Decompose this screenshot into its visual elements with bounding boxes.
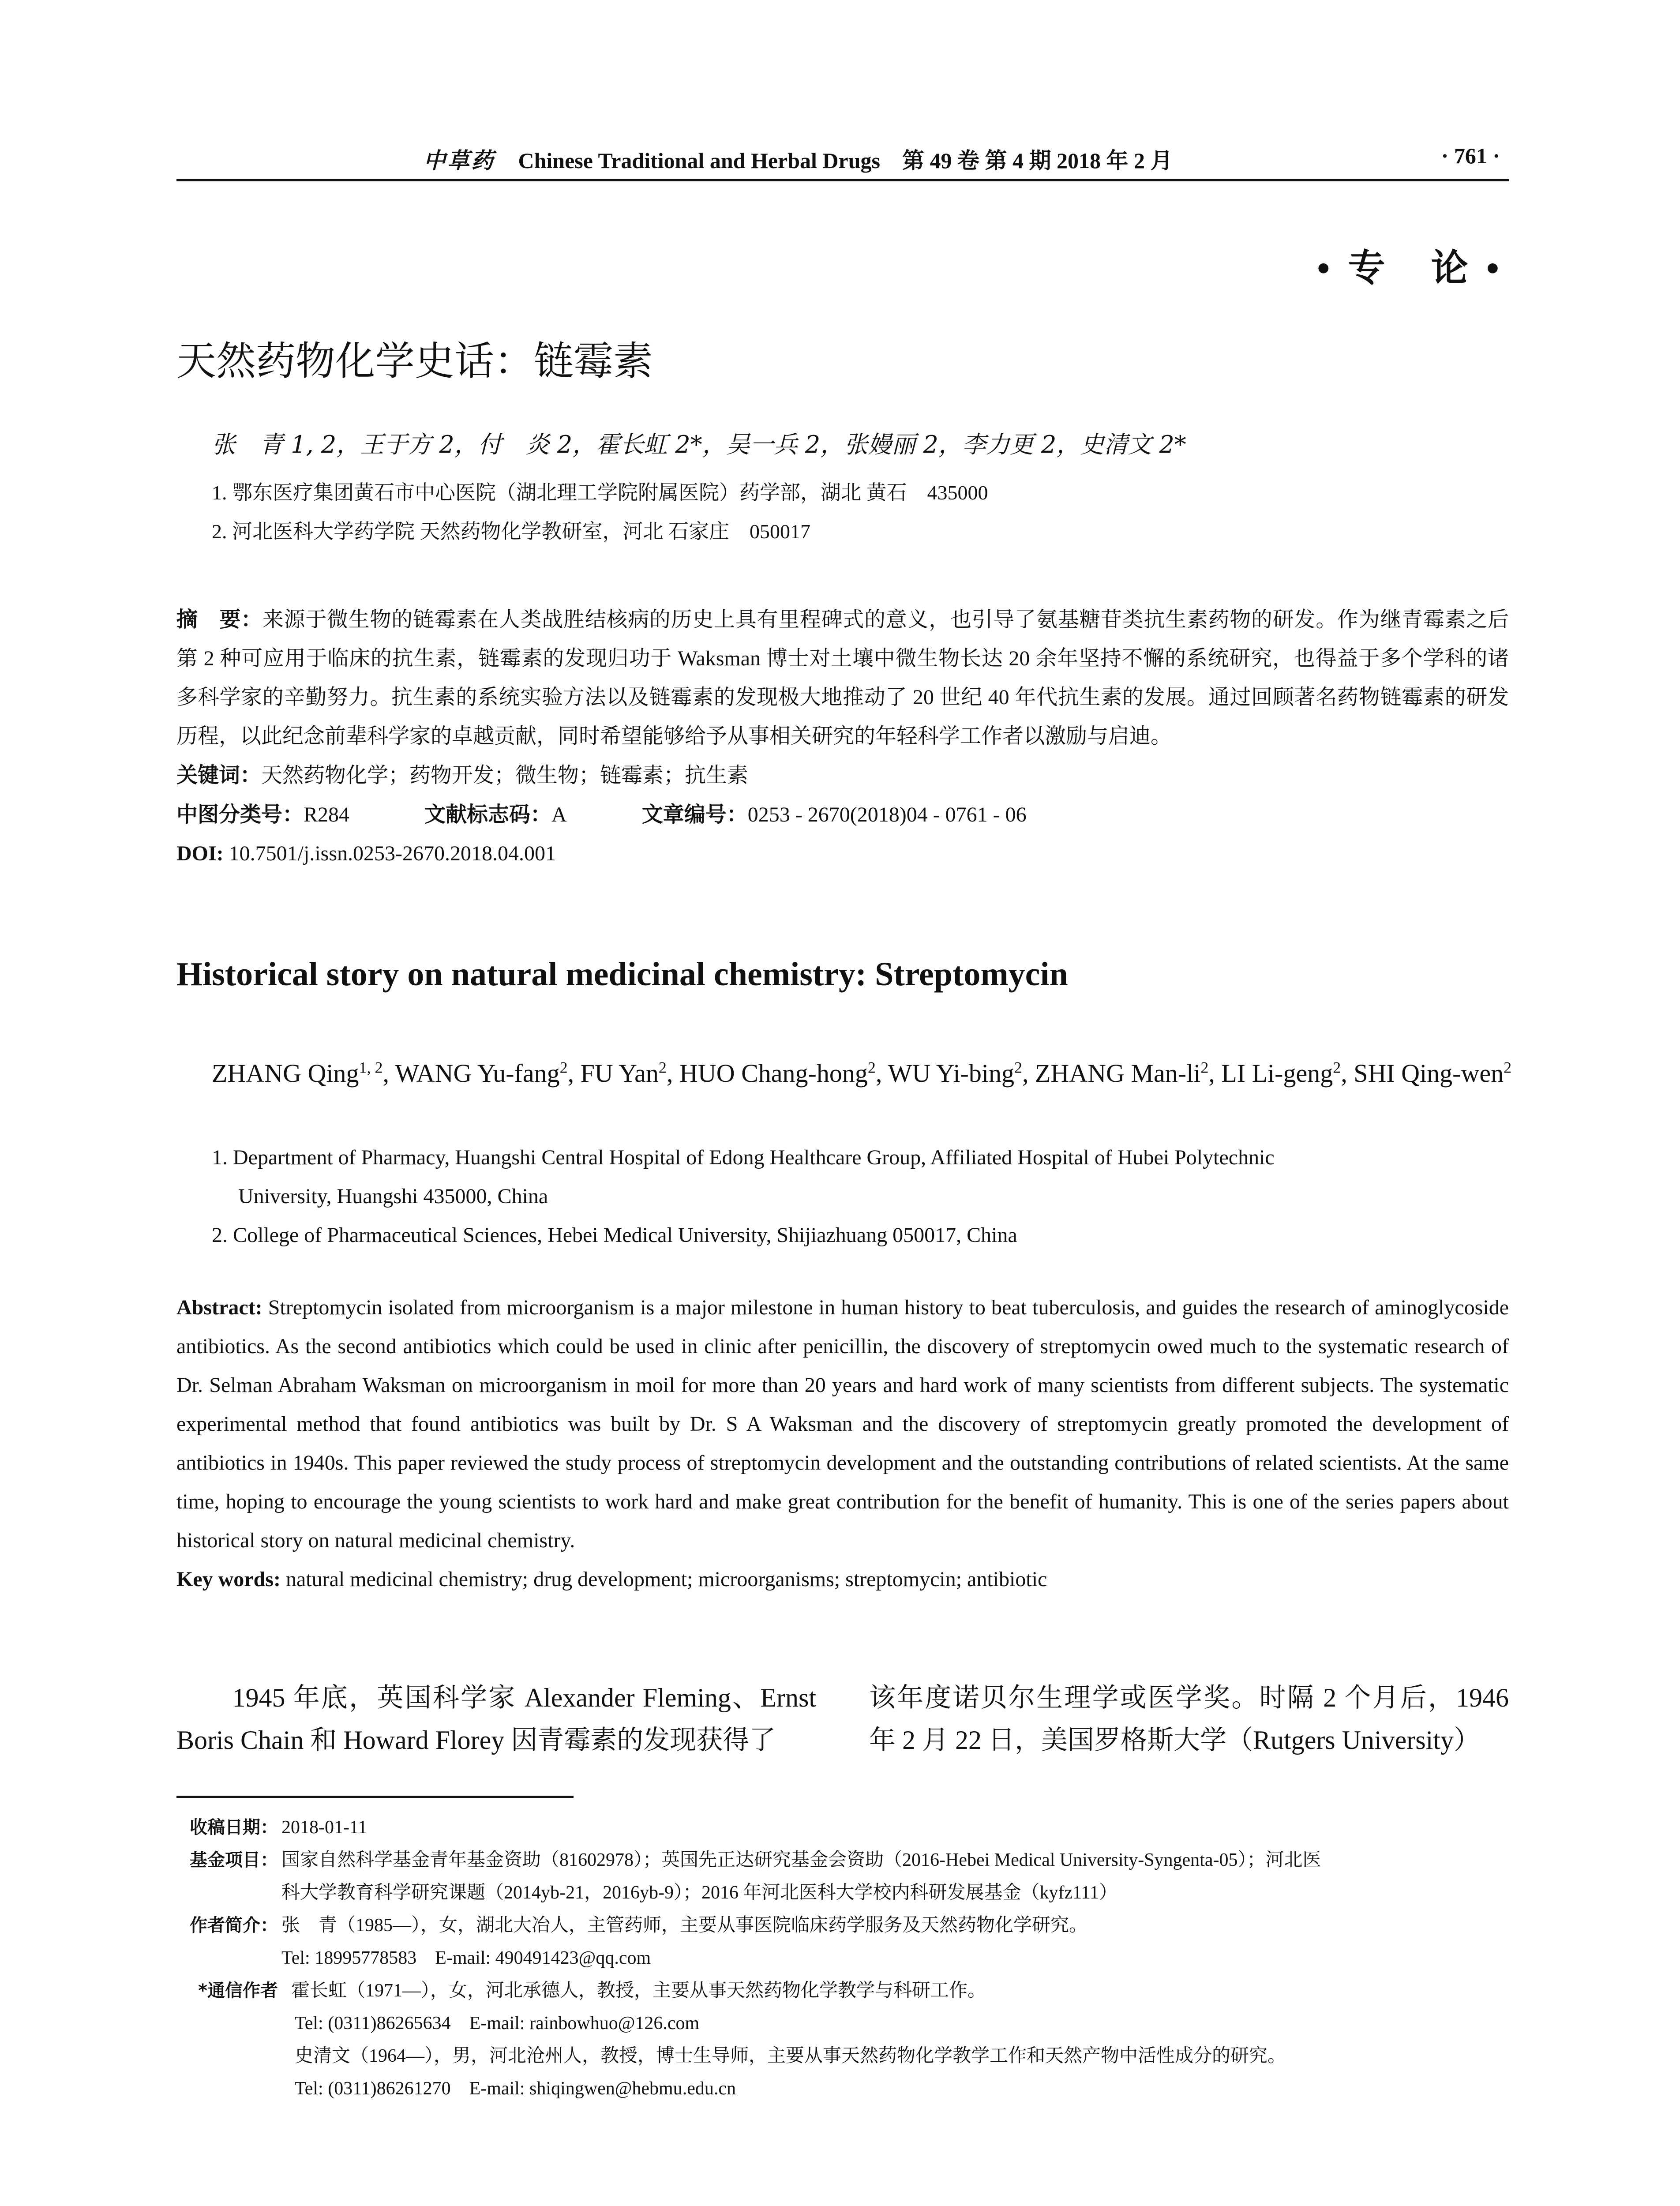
article-id-value: 0253 - 2670(2018)04 - 0761 - 06 [747,803,1027,826]
footnote-divider [176,1796,574,1798]
doc-code-label: 文献标志码： [424,802,552,827]
corresponding-line-4: Tel: (0311)86261270 E-mail: shiqingwen@hebmu.edu.cn [295,2078,736,2099]
abstract-chinese [176,600,1509,873]
keywords-english [176,1560,1509,1599]
footnotes [176,1811,1509,2105]
keywords-cn-text: 天然药物化学；药物开发；微生物；链霉素；抗生素 [261,764,749,787]
article-id-label: 文章编号： [641,802,748,827]
abstract-cn-paragraph [176,600,1509,756]
clc-label: 中图分类号： [176,802,304,827]
body-right-column: 该年度诺贝尔生理学或医学奖。时隔 2 个月后，1946 年 2 月 22 日，美国罗格斯大学（Rutgers University） [869,1683,1509,1755]
abstract-cn-text: 来源于微生物的链霉素在人类战胜结核病的历史上具有里程碑式的意义，也引导了氨基糖苷类抗生素药物的研发。作为继青霉素之后第 2 种可应用于临床的抗生素，链霉素的发现归功于 Waksman 博士对土壤中微生物长达 20 余年坚持不懈的系统研究，也得益于多个学科的诸多科学家的辛勤努力。抗生素的系统实验方法以及链霉素的发现极大地推动了 20 世纪 40 年代抗生素的发展。通过回顾著名药物链霉素的研发历程，以此纪念前辈科学家的卓越贡献，同时希望能够给予从事相关研究的年轻科学工作者以激励与启迪。 [176,608,1509,748]
footnote-fund [176,1844,1509,1876]
abstract-english [176,1288,1509,1599]
doc-code-value: A [551,803,567,826]
fund-label: 基金项目： [190,1850,278,1870]
keywords-en-label: Key words: [176,1568,281,1591]
journal-line: Chinese Traditional and Herbal Drugs 第 49 卷 第 4 期 2018 年 2 月 [518,148,1173,173]
affiliation-cn-1: 1. 鄂东医疗集团黄石市中心医院（湖北理工学院附属医院）药学部，湖北 黄石 435000 [212,481,988,504]
authors-chinese: 张 青 1, 2，王于方 2，付 炎 2，霍长虹 2*，吴一兵 2，张嫚丽 2，李力更 2，史清文 2* [212,431,1186,458]
journal-logo: 中草药 [424,148,495,173]
abstract-en-label: Abstract: [176,1296,262,1319]
author-label: 作者简介： [190,1915,278,1936]
keywords-en-text: natural medicinal chemistry; drug development; microorganisms; streptomycin; antibiotic [285,1568,1047,1591]
fund-line-2: 科大学教育科学研究课题（2014yb-21，2016yb-9）；2016 年河北医科大学校内科研发展基金（kyfz111） [281,1883,1118,1903]
title-chinese: 天然药物化学史话：链霉素 [176,338,653,384]
author-en: SHI Qing-wen$^2$ [1354,1059,1512,1088]
page-number: · 761 · [1441,143,1500,168]
fund-line-1: 国家自然科学基金青年基金资助（81602978）；英国先正达研究基金会资助（2016-Hebei Medical University-Syngenta-05）；河北医 [281,1850,1321,1870]
footnote-corresponding [176,1974,1509,2007]
footnote-received [176,1811,1509,1844]
abstract-en-paragraph [176,1288,1509,1560]
affiliation-en-1-line1: 1. Department of Pharmacy, Huangshi Central Hospital of Edong Healthcare Group, Affiliated Hospital of Hubei Polytechnic [212,1146,1275,1169]
clc-value: R284 [304,803,350,826]
section-label: • 专 论 • [1317,248,1504,289]
doi-value: 10.7501/j.issn.0253-2670.2018.04.001 [229,842,556,865]
body-left-column: 1945 年底，英国科学家 Alexander Fleming、Ernst Boris Chain 和 Howard Florey 因青霉素的发现获得了 [176,1683,816,1755]
title-english: Historical story on natural medicinal chemistry: Streptomycin [176,956,1068,993]
author-line-2: Tel: 18995778583 E-mail: 490491423@qq.com [281,1948,651,1968]
author-en: ZHANG Man-$li^2$, [1035,1059,1222,1088]
received-label: 收稿日期： [190,1817,278,1838]
author-en: HUO Chang-hong$^2$, [679,1059,888,1088]
corresponding-line-3: 史清文（1964—），男，河北沧州人，教授，博士生导师，主要从事天然药物化学教学工作和天然产物中活性成分的研究。 [295,2046,1286,2066]
received-value: 2018-01-11 [281,1817,368,1838]
journal-info [424,143,1172,175]
footnote-author [176,1909,1509,1942]
abstract-en-text: Streptomycin isolated from microorganism is a major milestone in human history to beat tuberculosis, and guides the research of aminoglycoside antibiotics. As the second antibiotics which could be used in clinic after penicillin, the discovery of streptomycin owed much to the systematic research of Dr. Selman Abraham Waksman on microorganism in moil for more than 20 years and hard work of many scientists from different subjects. The systematic experimental method that found antibiotics was built by Dr. S A Waksman and the discovery of streptomycin greatly promoted the development of antibiotics in 1940s. This paper reviewed the study process of streptomycin development and the outstanding contributions of related scientists. At the same time, hoping to encourage the young scientists to work hard and make great contribution for the benefit of humanity. This is one of the series papers about historical story on natural medicinal chemistry. [176,1296,1509,1552]
affiliation-en-1-line2: University, Huangshi 435000, China [238,1185,548,1208]
authors-english [212,1048,1513,1093]
doi-label: DOI: [176,842,224,865]
author-line-1: 张 青（1985—），女，湖北大冶人，主管药师，主要从事医院临床药学服务及天然药物化学研究。 [281,1915,1088,1936]
corresponding-label: *通信作者 [198,1981,278,2001]
corresponding-line-2: Tel: (0311)86265634 E-mail: rainbowhuo@126.com [295,2013,700,2033]
keywords-chinese [176,756,1509,795]
affiliation-en-1 [212,1138,1509,1216]
classification-line [176,795,1509,834]
author-en: FU Yan$^2$, [580,1059,679,1088]
author-en: LI Li-geng$^2$, [1221,1059,1354,1088]
abstract-cn-label: 摘 要： [176,607,262,632]
corresponding-line-1: 霍长虹（1971—），女，河北承德人，教授，主要从事天然药物化学教学与科研工作。 [291,1981,986,2001]
doi-line [176,834,1509,873]
affiliation-cn-2: 2. 河北医科大学药学院 天然药物化学教研室，河北 石家庄 050017 [212,520,810,543]
affiliation-en-2: 2. College of Pharmaceutical Sciences, Hebei Medical University, Shijiazhuang 050017, China [212,1223,1017,1247]
keywords-cn-label: 关键词： [176,763,262,788]
author-en: WU Yi-bing$^2$, [888,1059,1035,1088]
author-en: WANG Yu-fang$^2$, [395,1059,581,1088]
author-en: ZHANG Qing$^{1, 2}$, [212,1059,395,1088]
running-header [176,141,1509,181]
